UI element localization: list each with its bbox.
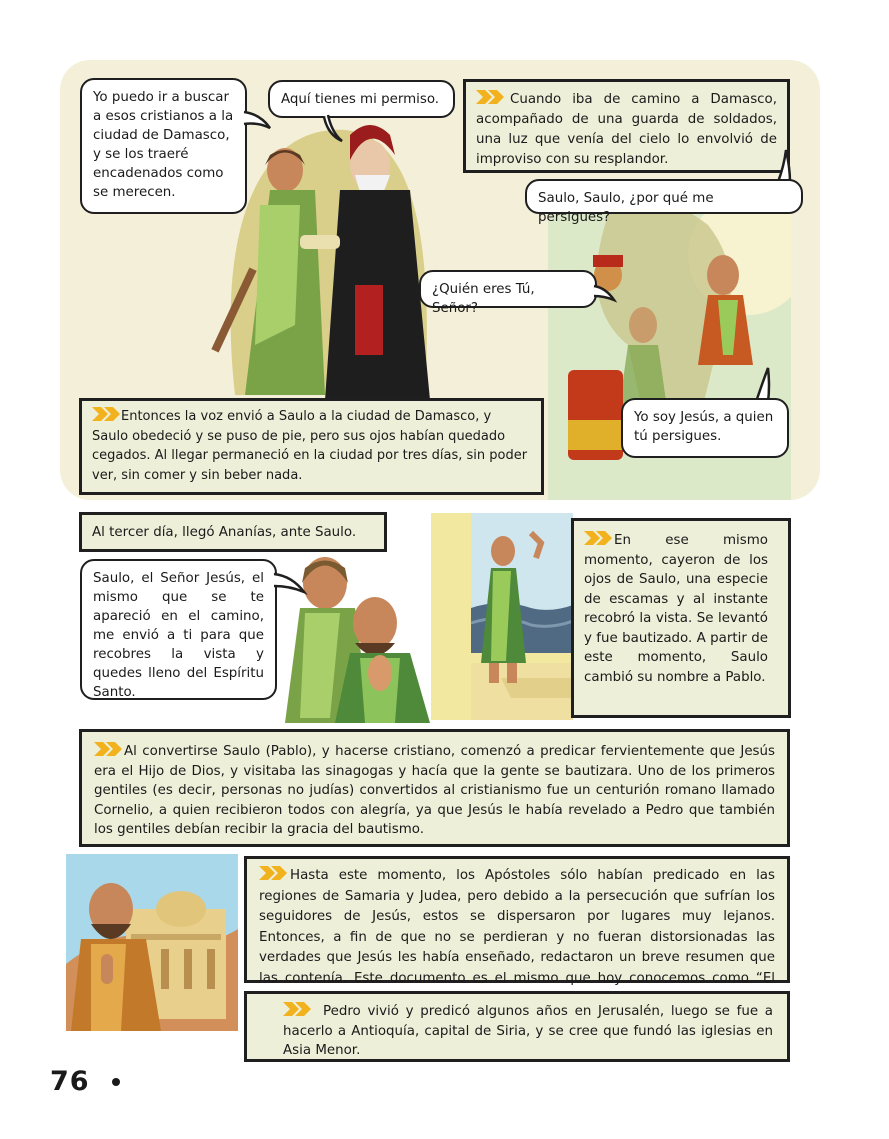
illustration-peter-city [66,854,238,1031]
caption-text: En ese mismo momento, cayeron de los ojos de Saulo, una especie de escamas y al instante recobró la vista. Se levantó y fue bautizado. A partir de este momento, Saulo cambió su nombre a Pablo. [584,533,768,685]
bubble-tail [274,570,308,594]
bubble-tail [594,284,616,302]
page-number: 76 [50,1066,90,1097]
speech-text: Yo puedo ir a buscar a esos cristianos a la ciudad de Damasco, y se los traeré encadenados como se merecen. [93,90,234,200]
caption-text: Al convertirse Saulo (Pablo), y hacerse cristiano, comenzó a predicar fervientemente que Jesús era el Hijo de Dios, y visitaba las sinagogas y hacía que la gente se bautizara. Uno de los primeros gentiles (es decir, personas no judías) convertidos al cristianismo fue un centurión romano llamado Cornelio, a quien recibieron todos con alegría, ya que Jesús le había revelado a Pedro que también los gentiles debían recibir la gracia del bautismo. [94,744,775,837]
illustration-paul-baptized [431,513,573,720]
speech-text: Saulo, el Señor Jesús, el mismo que se te apareció en el camino, me envió a ti para que recobres la vista y quedes lleno del Espíritu Santo. [93,571,264,700]
arrow-icon [584,531,612,545]
arrow-icon [283,1002,311,1016]
speech-text: Saulo, Saulo, ¿por qué me persigues? [538,191,714,225]
speech-bubble-saulo [80,78,247,214]
caption-pedro-antioquia [244,991,790,1062]
speech-text: Yo soy Jesús, a quien tú persigues. [634,410,774,444]
speech-bubble-jesus [621,398,789,458]
arrow-icon [476,90,504,104]
caption-text: Pedro vivió y predicó algunos años en Jerusalén, luego se fue a hacerlo a Antioquía, capital de Siria, y se cree que fundó las iglesias en Asia Menor. [283,1004,773,1058]
caption-text: Al tercer día, llegó Ananías, ante Saulo. [92,525,357,540]
caption-road-to-damascus [463,79,790,173]
speech-bubble-voice [525,179,803,225]
arrow-icon [259,866,287,880]
caption-text: Entonces la voz envió a Saulo a la ciudad de Damasco, y Saulo obedeció y se puso de pie, pero sus ojos habían quedado cegados. Al llegar permaneció en la ciudad por tres días, sin poder ver, sin comer y sin beber nada. [92,409,528,483]
caption-ananias-arrives [79,512,387,552]
arrow-icon [94,742,122,756]
speech-text: Aquí tienes mi permiso. [281,92,440,107]
speech-bubble-saulo-question [419,270,597,316]
page-number-dot [112,1078,120,1086]
caption-saulo-blinded [79,398,544,495]
caption-paul-preaches [79,729,790,847]
caption-text: Cuando iba de camino a Damasco, acompañado de una guarda de soldados, una luz que venía del cielo lo envolvió de improviso con su resplandor. [476,92,777,167]
caption-el-credo [244,856,790,986]
caption-paul-baptized [571,518,791,718]
speech-bubble-priest [268,80,455,118]
speech-bubble-ananias [80,559,277,700]
arrow-icon [92,407,120,421]
bubble-tail [324,115,346,143]
speech-text: ¿Quién eres Tú, Señor? [432,282,535,316]
caption-text: Hasta este momento, los Apóstoles sólo habían predicado en las regiones de Samaria y Judea, pero debido a la persecución que sufrían los seguidores de Jesús, estos se dispersaron por lugares muy lejanos. Entonces, a fin de que no se perdieran y no fueran distorsionadas las verdades que Jesús les había enseñado, redactaron un breve resumen que las contenía. Este documento es el mismo que hoy conocemos como “El [259,868,775,986]
